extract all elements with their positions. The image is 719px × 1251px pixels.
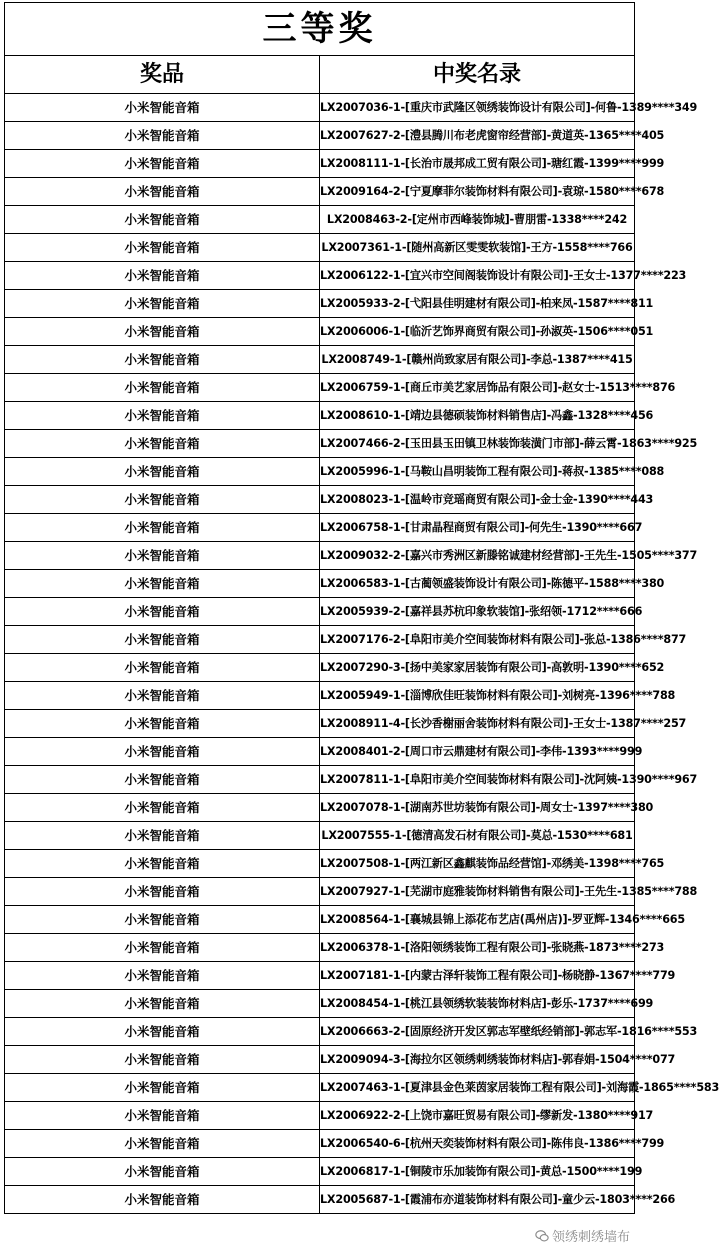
prize-cell: 小米智能音箱 bbox=[5, 682, 320, 710]
table-row bbox=[5, 570, 635, 598]
prize-cell: 小米智能音箱 bbox=[5, 1018, 320, 1046]
prize-cell: 小米智能音箱 bbox=[5, 710, 320, 738]
prize-cell: 小米智能音箱 bbox=[5, 878, 320, 906]
prize-cell: 小米智能音箱 bbox=[5, 458, 320, 486]
table-row bbox=[5, 430, 635, 458]
table-row bbox=[5, 150, 635, 178]
winner-cell: LX2008401-2-[周口市云鼎建材有限公司]-李伟-1393****999 bbox=[320, 738, 635, 766]
table-row bbox=[5, 458, 635, 486]
table-row bbox=[5, 990, 635, 1018]
winner-cell: LX2007290-3-[扬中美家家居装饰有限公司]-高敦明-1390****652 bbox=[320, 654, 635, 682]
table-row bbox=[5, 766, 635, 794]
winner-cell: LX2005933-2-[弋阳县佳明建材有限公司]-柏来凤-1587****811 bbox=[320, 290, 635, 318]
table-row bbox=[5, 1102, 635, 1130]
winner-cell: LX2007555-1-[德清高发石材有限公司]-莫总-1530****681 bbox=[320, 822, 635, 850]
prize-cell: 小米智能音箱 bbox=[5, 1130, 320, 1158]
prize-sheet bbox=[4, 2, 719, 1214]
winner-cell: LX2005996-1-[马鞍山昌明装饰工程有限公司]-蒋叔-1385****088 bbox=[320, 458, 635, 486]
table-row bbox=[5, 542, 635, 570]
table-row bbox=[5, 1158, 635, 1186]
prize-cell: 小米智能音箱 bbox=[5, 738, 320, 766]
winner-cell: LX2006759-1-[商丘市美艺家居饰品有限公司]-赵女士-1513****876 bbox=[320, 374, 635, 402]
prize-cell: 小米智能音箱 bbox=[5, 122, 320, 150]
winner-cell: LX2005949-1-[淄博欣佳旺装饰材料有限公司]-刘树亮-1396****788 bbox=[320, 682, 635, 710]
table-row bbox=[5, 514, 635, 542]
winner-cell: LX2006922-2-[上饶市嘉旺贸易有限公司]-缪新发-1380****917 bbox=[320, 1102, 635, 1130]
table-row bbox=[5, 738, 635, 766]
prize-cell: 小米智能音箱 bbox=[5, 150, 320, 178]
table-row bbox=[5, 626, 635, 654]
winner-cell: LX2009164-2-[宁夏摩菲尔装饰材料有限公司]-袁琼-1580****678 bbox=[320, 178, 635, 206]
column-header-winners: 中奖名录 bbox=[320, 56, 635, 94]
table-row bbox=[5, 850, 635, 878]
prize-cell: 小米智能音箱 bbox=[5, 990, 320, 1018]
winner-cell: LX2005687-1-[霞浦布亦道装饰材料有限公司]-童少云-1803****266 bbox=[320, 1186, 635, 1214]
prize-cell: 小米智能音箱 bbox=[5, 542, 320, 570]
prize-cell: 小米智能音箱 bbox=[5, 374, 320, 402]
table-row bbox=[5, 122, 635, 150]
winner-cell: LX2006540-6-[杭州天奕装饰材料有限公司]-陈伟良-1386****799 bbox=[320, 1130, 635, 1158]
winner-cell: LX2007463-1-[夏津县金色莱茵家居装饰工程有限公司]-刘海霞-1865****583 bbox=[320, 1074, 635, 1102]
column-header-prize: 奖品 bbox=[5, 56, 320, 94]
table-row bbox=[5, 402, 635, 430]
winner-cell: LX2006378-1-[洛阳领绣装饰工程有限公司]-张晓燕-1873****273 bbox=[320, 934, 635, 962]
table-row bbox=[5, 794, 635, 822]
winner-cell: LX2007811-1-[阜阳市美介空间装饰材料有限公司]-沈阿姨-1390****967 bbox=[320, 766, 635, 794]
winner-cell: LX2007508-1-[两江新区鑫麒装饰品经营馆]-邓绣美-1398****765 bbox=[320, 850, 635, 878]
winner-cell: LX2008111-1-[长治市晟邦成工贸有限公司]-瑭红霞-1399****999 bbox=[320, 150, 635, 178]
table-row bbox=[5, 822, 635, 850]
prize-cell: 小米智能音箱 bbox=[5, 318, 320, 346]
winner-cell: LX2008454-1-[桃江县领绣软装装饰材料店]-彭乐-1737****699 bbox=[320, 990, 635, 1018]
winner-cell: LX2006122-1-[宜兴市空间阁装饰设计有限公司]-王女士-1377****223 bbox=[320, 262, 635, 290]
table-row bbox=[5, 682, 635, 710]
prize-cell: 小米智能音箱 bbox=[5, 514, 320, 542]
winner-cell: LX2007361-1-[随州高新区雯雯软装馆]-王方-1558****766 bbox=[320, 234, 635, 262]
winner-cell: LX2008023-1-[温岭市竞瑶商贸有限公司]-金士金-1390****443 bbox=[320, 486, 635, 514]
table-row bbox=[5, 94, 635, 122]
prize-cell: 小米智能音箱 bbox=[5, 1046, 320, 1074]
table-row bbox=[5, 1130, 635, 1158]
prize-cell: 小米智能音箱 bbox=[5, 430, 320, 458]
winner-cell: LX2007627-2-[澧县腾川布老虎窗帘经营部]-黄道英-1365****405 bbox=[320, 122, 635, 150]
winner-list bbox=[5, 94, 719, 1214]
table-row bbox=[5, 1186, 635, 1214]
prize-cell: 小米智能音箱 bbox=[5, 598, 320, 626]
prize-cell: 小米智能音箱 bbox=[5, 822, 320, 850]
winner-cell: LX2006583-1-[古蔺领盛装饰设计有限公司]-陈德平-1588****380 bbox=[320, 570, 635, 598]
prize-cell: 小米智能音箱 bbox=[5, 206, 320, 234]
table-row bbox=[5, 878, 635, 906]
table-row bbox=[5, 234, 635, 262]
winner-cell: LX2007036-1-[重庆市武隆区领绣装饰设计有限公司]-何鲁-1389****349 bbox=[320, 94, 635, 122]
winner-cell: LX2007466-2-[玉田县玉田镇卫林装饰装潢门市部]-薛云霄-1863****925 bbox=[320, 430, 635, 458]
prize-cell: 小米智能音箱 bbox=[5, 178, 320, 206]
winner-cell: LX2007078-1-[湖南苏世坊装饰有限公司]-周女士-1397****380 bbox=[320, 794, 635, 822]
winner-cell: LX2008749-1-[赣州尚致家居有限公司]-李总-1387****415 bbox=[320, 346, 635, 374]
winner-cell: LX2008463-2-[定州市西峰装饰城]-曹朋雷-1338****242 bbox=[320, 206, 635, 234]
prize-table bbox=[4, 2, 719, 1214]
winner-cell: LX2006758-1-[甘肃晶程商贸有限公司]-何先生-1390****667 bbox=[320, 514, 635, 542]
table-row bbox=[5, 346, 635, 374]
prize-cell: 小米智能音箱 bbox=[5, 570, 320, 598]
prize-cell: 小米智能音箱 bbox=[5, 962, 320, 990]
table-row bbox=[5, 906, 635, 934]
table-row bbox=[5, 1074, 635, 1102]
prize-cell: 小米智能音箱 bbox=[5, 262, 320, 290]
prize-cell: 小米智能音箱 bbox=[5, 94, 320, 122]
winner-cell: LX2006006-1-[临沂艺饰界商贸有限公司]-孙淑英-1506****051 bbox=[320, 318, 635, 346]
prize-cell: 小米智能音箱 bbox=[5, 402, 320, 430]
prize-cell: 小米智能音箱 bbox=[5, 766, 320, 794]
table-row bbox=[5, 318, 635, 346]
winner-cell: LX2007927-1-[芜湖市庭雅装饰材料销售有限公司]-王先生-1385****788 bbox=[320, 878, 635, 906]
prize-cell: 小米智能音箱 bbox=[5, 626, 320, 654]
winner-cell: LX2008564-1-[襄城县锦上添花布艺店(禹州店)]-罗亚辉-1346****665 bbox=[320, 906, 635, 934]
watermark bbox=[535, 1226, 630, 1245]
watermark-text: 领绣刺绣墙布 bbox=[551, 1230, 630, 1245]
winner-cell: LX2007176-2-[阜阳市美介空间装饰材料有限公司]-张总-1386****877 bbox=[320, 626, 635, 654]
prize-cell: 小米智能音箱 bbox=[5, 654, 320, 682]
table-row bbox=[5, 290, 635, 318]
table-row bbox=[5, 710, 635, 738]
table-row bbox=[5, 262, 635, 290]
table-row bbox=[5, 486, 635, 514]
prize-cell: 小米智能音箱 bbox=[5, 906, 320, 934]
prize-cell: 小米智能音箱 bbox=[5, 850, 320, 878]
table-row bbox=[5, 1018, 635, 1046]
table-row bbox=[5, 374, 635, 402]
prize-cell: 小米智能音箱 bbox=[5, 234, 320, 262]
table-row bbox=[5, 1046, 635, 1074]
page-title: 三等奖 bbox=[5, 3, 635, 56]
table-row bbox=[5, 598, 635, 626]
winner-cell: LX2008911-4-[长沙香榭丽舍装饰材料有限公司]-王女士-1387****257 bbox=[320, 710, 635, 738]
prize-cell: 小米智能音箱 bbox=[5, 290, 320, 318]
prize-cell: 小米智能音箱 bbox=[5, 346, 320, 374]
table-row bbox=[5, 962, 635, 990]
prize-cell: 小米智能音箱 bbox=[5, 1074, 320, 1102]
prize-cell: 小米智能音箱 bbox=[5, 1186, 320, 1214]
winner-cell: LX2005939-2-[嘉祥县苏杭印象软装馆]-张绍领-1712****666 bbox=[320, 598, 635, 626]
prize-cell: 小米智能音箱 bbox=[5, 1102, 320, 1130]
prize-cell: 小米智能音箱 bbox=[5, 1158, 320, 1186]
winner-cell: LX2009032-2-[嘉兴市秀洲区新滕铭诚建材经营部]-王先生-1505****377 bbox=[320, 542, 635, 570]
winner-cell: LX2009094-3-[海拉尔区领绣刺绣装饰材料店]-郭春娟-1504****077 bbox=[320, 1046, 635, 1074]
prize-cell: 小米智能音箱 bbox=[5, 486, 320, 514]
table-row bbox=[5, 178, 635, 206]
prize-cell: 小米智能音箱 bbox=[5, 934, 320, 962]
table-row bbox=[5, 206, 635, 234]
prize-cell: 小米智能音箱 bbox=[5, 794, 320, 822]
winner-cell: LX2007181-1-[内蒙古泽轩装饰工程有限公司]-杨晓静-1367****779 bbox=[320, 962, 635, 990]
table-row bbox=[5, 654, 635, 682]
winner-cell: LX2006663-2-[固原经济开发区郭志军壁纸经销部]-郭志军-1816****553 bbox=[320, 1018, 635, 1046]
winner-cell: LX2008610-1-[靖边县德硕装饰材料销售店]-冯鑫-1328****456 bbox=[320, 402, 635, 430]
table-row bbox=[5, 934, 635, 962]
wechat-icon bbox=[535, 1229, 549, 1243]
winner-cell: LX2006817-1-[铜陵市乐加装饰有限公司]-黄总-1500****199 bbox=[320, 1158, 635, 1186]
